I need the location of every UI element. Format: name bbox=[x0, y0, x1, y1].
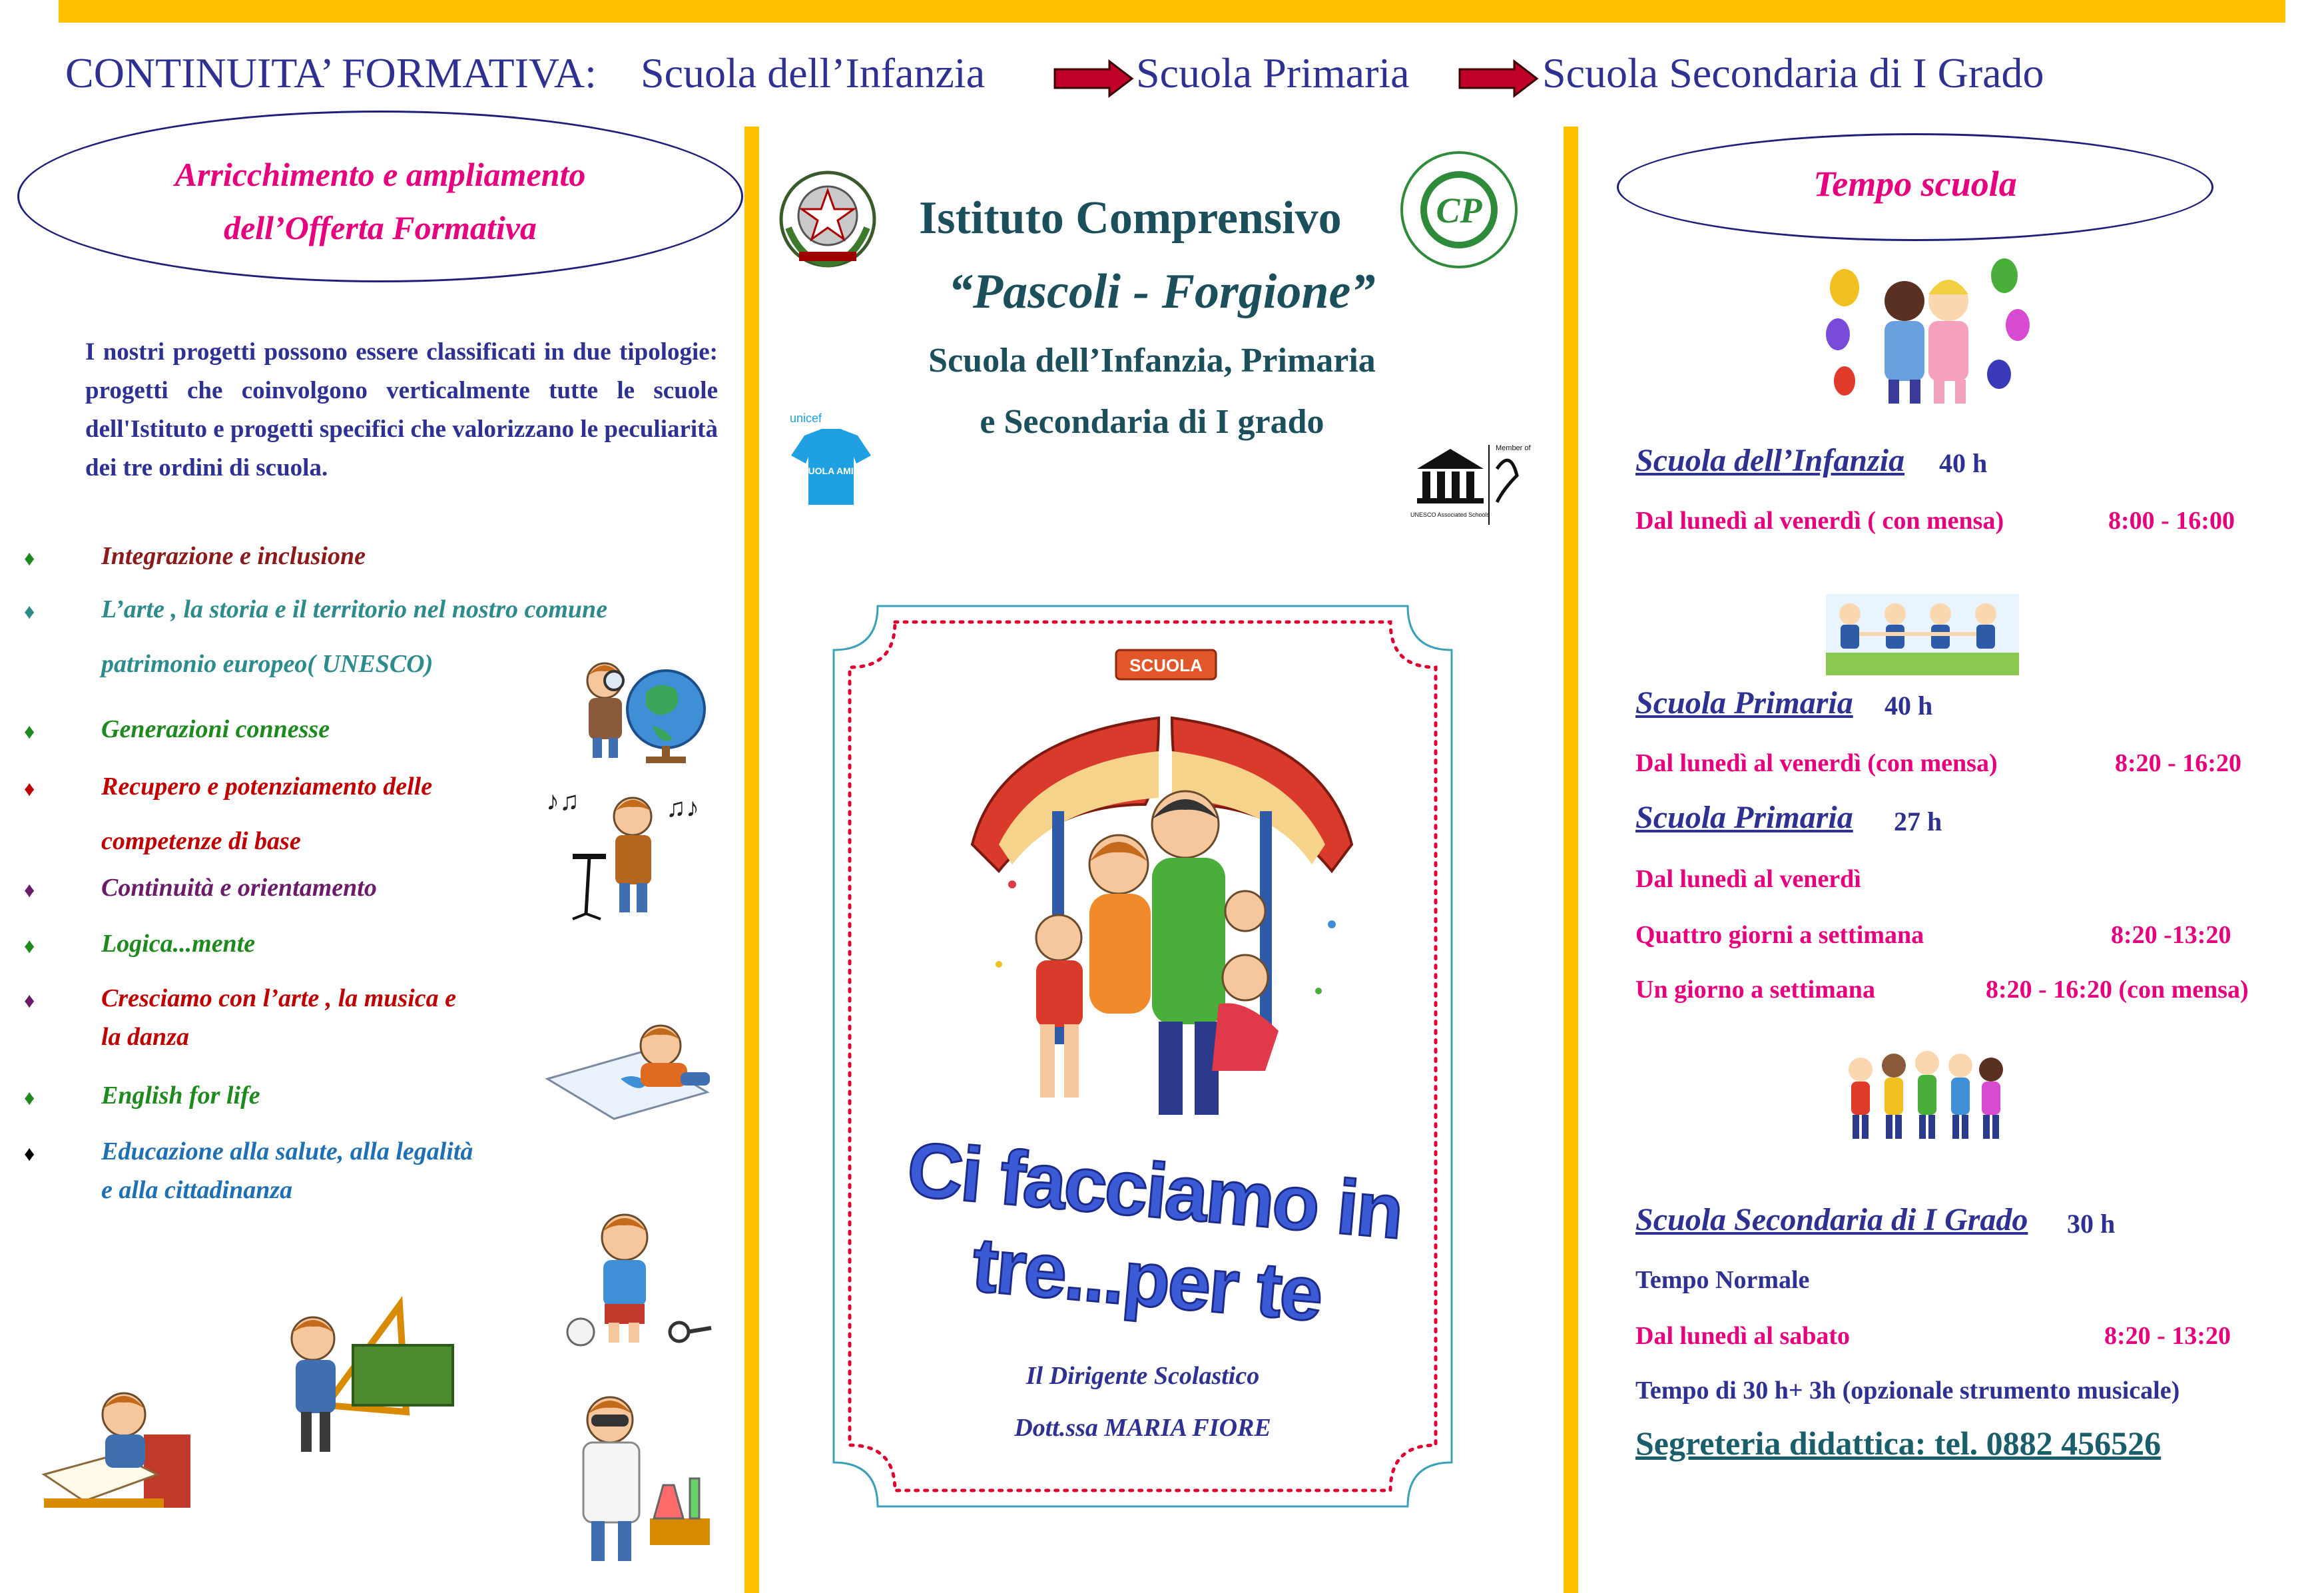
primaria40-time: 8:20 - 16:20 bbox=[2115, 749, 2241, 777]
child-music-illustration bbox=[546, 783, 703, 919]
column-divider-right bbox=[1564, 127, 1578, 1593]
bullet-diamond-icon: ♦ bbox=[24, 599, 35, 623]
secondaria-title: Scuola Secondaria di I Grado bbox=[1635, 1202, 2028, 1237]
children-balloons-illustration bbox=[1825, 261, 2026, 409]
svg-text:♪♫: ♪♫ bbox=[546, 786, 579, 816]
offerta-formativa-title: Arricchimento e ampliamento dell’Offerta Formativa bbox=[174, 156, 586, 246]
project-item: Integrazione e inclusione bbox=[101, 542, 366, 570]
project-item: Educazione alla salute, alla legalità bbox=[101, 1137, 473, 1165]
bullet-diamond-icon: ♦ bbox=[24, 546, 35, 570]
institute-levels-line1: Scuola dell’Infanzia, Primaria bbox=[928, 342, 1376, 380]
header-stage-primaria: Scuola Primaria bbox=[1136, 49, 1410, 97]
primaria27-row1-label: Quattro giorni a settimana bbox=[1635, 921, 1924, 949]
primaria40-days: Dal lunedì al venerdì (con mensa) bbox=[1635, 749, 1998, 777]
secondaria-hours: 30 h bbox=[2067, 1209, 2116, 1239]
infanzia-title: Scuola dell’Infanzia bbox=[1635, 443, 1905, 478]
primaria40-title: Scuola Primaria bbox=[1635, 685, 1853, 721]
column-divider-left bbox=[744, 127, 759, 1593]
child-chemistry-illustration bbox=[550, 1385, 719, 1572]
bullet-diamond-icon: ♦ bbox=[24, 878, 35, 902]
bullet-diamond-icon: ♦ bbox=[24, 988, 35, 1012]
project-item: Cresciamo con l’arte , la musica e bbox=[101, 984, 457, 1012]
svg-text:SCUOLA: SCUOLA bbox=[1129, 655, 1203, 675]
header-stage-infanzia: Scuola dell’Infanzia bbox=[641, 49, 986, 97]
project-item: L’arte , la storia e il territorio nel nostro comune bbox=[101, 595, 608, 623]
header-prefix: CONTINUITA’ FORMATIVA: bbox=[65, 49, 597, 97]
header-stage-secondaria: Scuola Secondaria di I Grado bbox=[1542, 49, 2044, 97]
infanzia-days: Dal lunedì al venerdì ( con mensa) bbox=[1635, 507, 2004, 535]
child-geometry-illustration bbox=[280, 1299, 459, 1465]
institute-name: “Pascoli - Forgione” bbox=[948, 264, 1376, 319]
svg-text:UNESCO Associated Schools: UNESCO Associated Schools bbox=[1410, 511, 1490, 518]
family-under-book-illustration bbox=[959, 645, 1365, 1137]
motto-title: Ci facciamo in tre...per te bbox=[904, 1125, 1406, 1338]
children-group-illustration bbox=[1841, 1043, 2007, 1143]
svg-text:CP: CP bbox=[1436, 190, 1482, 230]
bullet-diamond-icon: ♦ bbox=[24, 1141, 35, 1165]
primaria27-hours: 27 h bbox=[1894, 806, 1942, 836]
director-role: Il Dirigente Scolastico bbox=[1025, 1362, 1260, 1390]
unesco-associated-schools-icon bbox=[1410, 442, 1536, 527]
child-globe-illustration bbox=[573, 646, 706, 766]
child-thinking-illustration bbox=[565, 1201, 722, 1348]
infanzia-time: 8:00 - 16:00 bbox=[2108, 507, 2235, 535]
institute-levels-line2: e Secondaria di I grado bbox=[980, 403, 1324, 441]
arrow-right-icon bbox=[1053, 60, 1133, 97]
segreteria-phone: Segreteria didattica: tel. 0882 456526 bbox=[1635, 1425, 2162, 1462]
project-item: Continuità e orientamento bbox=[101, 874, 377, 902]
child-reading-illustration bbox=[44, 1375, 201, 1514]
children-holding-hands-illustration bbox=[1826, 594, 2019, 675]
bullet-diamond-icon: ♦ bbox=[24, 719, 35, 743]
secondaria-days: Dal lunedì al sabato bbox=[1635, 1322, 1851, 1350]
arrow-right-icon bbox=[1458, 60, 1538, 97]
secondaria-mode: Tempo Normale bbox=[1635, 1266, 1810, 1294]
primaria27-row2-time: 8:20 - 16:20 (con mensa) bbox=[1986, 976, 2249, 1004]
project-item: Generazioni connesse bbox=[101, 715, 330, 743]
project-item: Logica...mente bbox=[101, 930, 256, 958]
project-item-continued: patrimonio europeo( UNESCO) bbox=[101, 650, 434, 678]
project-item: Recupero e potenziamento delle bbox=[101, 773, 433, 800]
child-painting-illustration bbox=[541, 1019, 717, 1119]
secondaria-time: 8:20 - 13:20 bbox=[2104, 1322, 2231, 1350]
svg-text:♫♪: ♫♪ bbox=[666, 793, 699, 822]
project-item-continued: e alla cittadinanza bbox=[101, 1176, 293, 1204]
projects-intro: I nostri progetti possono essere classificati in due tipologie: progetti che coinvolgono verticalmente tutte le scuole dell'Istituto e progetti specifici che valorizzano le peculiarità dei tre ordini di scuola. bbox=[85, 338, 718, 481]
tempo-scuola-title: Tempo scuola bbox=[1813, 164, 2017, 204]
project-item-continued: la danza bbox=[101, 1023, 189, 1051]
svg-text:SCUOLA AMICA: SCUOLA AMICA bbox=[795, 466, 867, 476]
unicef-scuola-amica-icon bbox=[784, 409, 878, 509]
primaria27-days: Dal lunedì al venerdì bbox=[1635, 865, 1861, 893]
secondaria-extra: Tempo di 30 h+ 3h (opzionale strumento musicale) bbox=[1635, 1377, 2180, 1405]
bullet-diamond-icon: ♦ bbox=[24, 777, 35, 800]
primaria27-row1-time: 8:20 -13:20 bbox=[2111, 921, 2231, 949]
italian-republic-emblem-icon bbox=[776, 168, 879, 270]
top-accent-bar bbox=[59, 0, 2285, 23]
school-logo-icon bbox=[1398, 149, 1520, 270]
director-name: Dott.ssa MARIA FIORE bbox=[1014, 1414, 1271, 1442]
primaria40-hours: 40 h bbox=[1885, 691, 1933, 721]
svg-text:Member of: Member of bbox=[1496, 444, 1531, 452]
institute-title: Istituto Comprensivo bbox=[919, 192, 1342, 244]
project-item-continued: competenze di base bbox=[101, 827, 301, 855]
project-item: English for life bbox=[101, 1082, 260, 1110]
bullet-diamond-icon: ♦ bbox=[24, 1086, 35, 1110]
infanzia-hours: 40 h bbox=[1939, 448, 1988, 478]
svg-text:unicef: unicef bbox=[790, 412, 822, 425]
primaria27-title: Scuola Primaria bbox=[1635, 800, 1853, 835]
primaria27-row2-label: Un giorno a settimana bbox=[1635, 976, 1875, 1004]
bullet-diamond-icon: ♦ bbox=[24, 934, 35, 958]
